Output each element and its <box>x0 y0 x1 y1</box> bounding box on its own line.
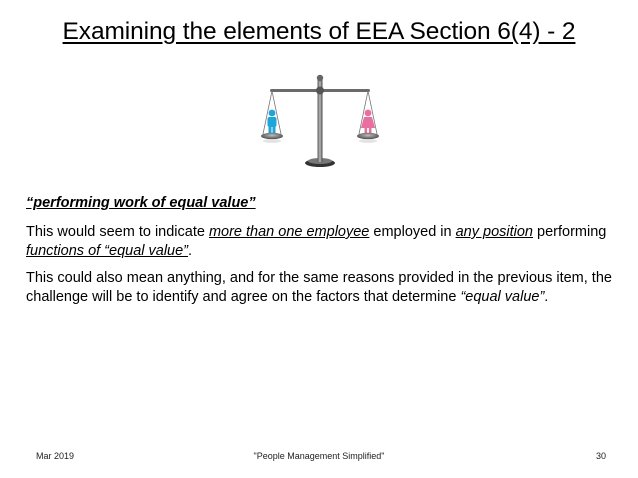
scales-of-justice-icon <box>258 72 383 174</box>
emphasis-equal-value: “equal value” <box>460 289 545 305</box>
male-figure-icon <box>268 110 277 135</box>
slide-body <box>26 194 616 315</box>
emphasis-functions-of-equal-value: functions of “equal value” <box>26 243 189 259</box>
emphasis-more-than-one-employee: more than one employee <box>208 224 370 240</box>
paragraph-1: This would seem to indicate more than one employee employed in any position performing functions of “equal value”. <box>26 224 607 259</box>
footer-date: Mar 2019 <box>36 451 75 461</box>
paragraph-2: This could also mean anything, and for the same reasons provided in the previous item, the challenge will be to identify and agree on the factors that determine “equal value”. <box>26 270 612 305</box>
page-number: 30 <box>596 451 607 461</box>
section-heading: “performing work of equal value” <box>26 195 256 211</box>
footer-title: "People Management Simplified" <box>253 451 385 461</box>
emphasis-any-position: any position <box>455 224 533 240</box>
slide-title: Examining the elements of EEA Section 6(4) - 2 <box>62 18 576 45</box>
